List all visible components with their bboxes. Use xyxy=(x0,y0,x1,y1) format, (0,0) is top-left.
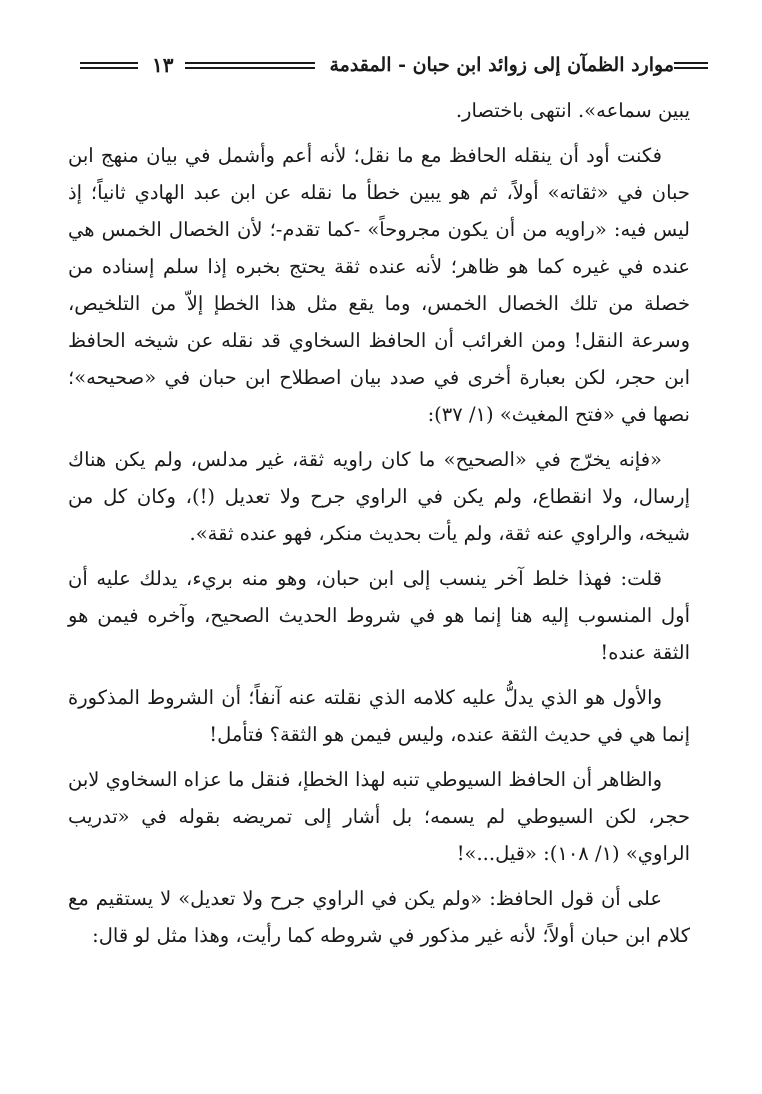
body-text xyxy=(68,92,690,954)
paragraph-7: على أن قول الحافظ: «ولم يكن في الراوي جرح ولا تعديل» لا يستقيم مع كلام ابن حبان أولاً؛ لأنه غير مذكور في شروطه كما رأيت، وهذا مثل لو قال: xyxy=(68,887,690,947)
header-rule-left xyxy=(80,62,138,69)
paragraph-6: والظاهر أن الحافظ السيوطي تنبه لهذا الخطإ، فنقل ما عزاه السخاوي لابن حجر، لكن السيوطي لم يسمه؛ بل أشار إلى تمريضه بقوله في «تدريب الراوي» (١/ ١٠٨): «قيل...»! xyxy=(68,768,690,865)
paragraph-1: يبين سماعه». انتهى باختصار. xyxy=(455,99,690,122)
paragraph-4: قلت: فهذا خلط آخر ينسب إلى ابن حبان، وهو منه بريء، يدلك عليه أن أول المنسوب إليه هنا إنما هو في شروط الحديث الصحيح، وآخره فيمن هو الثقة عنده! xyxy=(68,567,690,664)
header-title: موارد الظمآن إلى زوائد ابن حبان - المقدمة xyxy=(329,54,674,76)
paragraph-5: والأول هو الذي يدلُّ عليه كلامه الذي نقلته عنه آنفاً؛ أن الشروط المذكورة إنما هي في حديث الثقة عنده، وليس فيمن هو الثقة؟ فتأمل! xyxy=(68,686,690,746)
running-header xyxy=(80,48,712,82)
paragraph-3: «فإنه يخرّج في «الصحيح» ما كان راويه ثقة، غير مدلس، ولم يكن هناك إرسال، ولا انقطاع، ولم يكن في الراوي جرح ولا تعديل (!)، وكان كل من شيخه، والراوي عنه ثقة، ولم يأت بحديث منكر، فهو عنده ثقة». xyxy=(68,448,690,545)
header-rule-middle xyxy=(185,62,315,69)
header-rule-right xyxy=(674,62,708,69)
paragraph-2: فكنت أود أن ينقله الحافظ مع ما نقل؛ لأنه أعم وأشمل في بيان منهج ابن حبان في «ثقاته» أولاً، ثم هو يبين خطأ ما نقله عن ابن عبد الهادي ثانياً؛ إذ ليس فيه: «راويه من أن يكون مجروحاً» -كما تقدم-؛ لأن الخصال الخمس هي عنده في غيره كما هو ظاهر؛ لأنه عنده ثقة يحتج بخبره إذا سلم إسناده من خصلة من تلك الخصال الخمس، وما يقع مثل هذا الخطإ إلاّ من التلخيص، وسرعة النقل! ومن الغرائب أن الحافظ السخاوي قد نقله عن شيخه الحافظ ابن حجر، لكن بعبارة أخرى في صدد بيان اصطلاح ابن حبان في «صحيحه»؛ نصها في «فتح المغيث» (١/ ٣٧): xyxy=(68,144,690,426)
page-number: ١٣ xyxy=(152,53,174,77)
